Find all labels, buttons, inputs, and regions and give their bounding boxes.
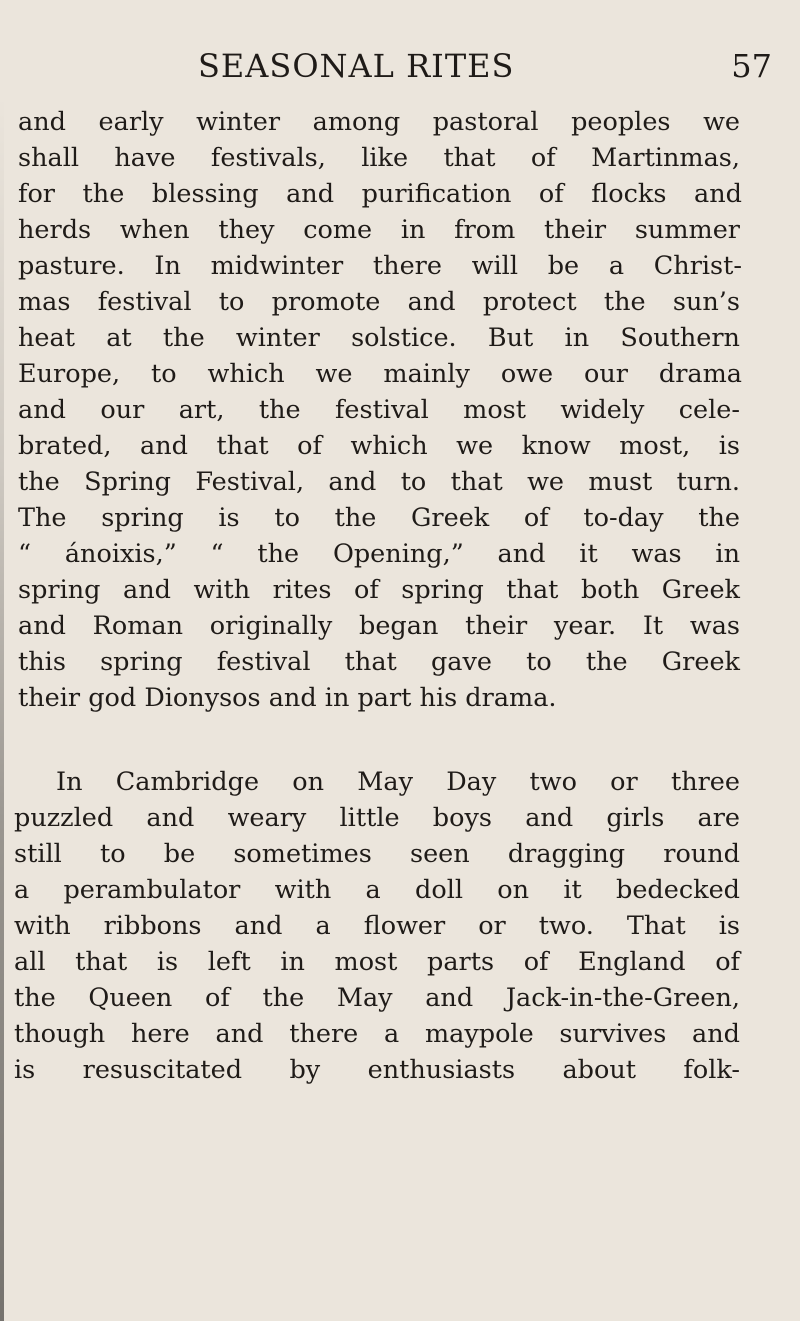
text-line: and our art, the festival most widely cele-: [18, 395, 740, 425]
text-line: pasture. In midwinter there will be a Christ-: [18, 251, 742, 281]
page-header: [0, 46, 800, 86]
text-line: though here and there a maypole survives and: [14, 1019, 740, 1049]
text-line: The spring is to the Greek of to-day the: [18, 503, 740, 533]
text-line: with ribbons and a flower or two. That is: [14, 911, 740, 941]
text-line: In Cambridge on May Day two or three: [56, 767, 740, 797]
text-line: and Roman originally began their year. It was: [18, 611, 740, 641]
page-gutter-shadow: [0, 95, 4, 1321]
text-line: the Queen of the May and Jack-in-the-Green,: [14, 983, 740, 1013]
text-line: spring and with rites of spring that both Greek: [18, 575, 740, 605]
text-line: heat at the winter solstice. But in Southern: [18, 323, 740, 353]
text-line: their god Dionysos and in part his drama.: [18, 683, 557, 713]
text-line: shall have festivals, like that of Martinmas,: [18, 143, 740, 173]
text-line: a perambulator with a doll on it bedecked: [14, 875, 740, 905]
text-line: is resuscitated by enthusiasts about folk-: [14, 1055, 740, 1085]
text-line: this spring festival that gave to the Greek: [18, 647, 740, 677]
text-line: mas festival to promote and protect the sun’s: [18, 287, 740, 317]
text-line: for the blessing and purification of flocks and: [18, 179, 742, 209]
text-line: and early winter among pastoral peoples we: [18, 107, 740, 137]
text-line: “ ánoixis,” “ the Opening,” and it was in: [18, 539, 740, 569]
text-line: brated, and that of which we know most, is: [18, 431, 740, 461]
running-title: SEASONAL RITES: [198, 47, 515, 85]
text-line: still to be sometimes seen dragging round: [14, 839, 740, 869]
text-line: all that is left in most parts of England of: [14, 947, 740, 977]
page-number: 57: [731, 47, 772, 85]
text-line: the Spring Festival, and to that we must turn.: [18, 467, 740, 497]
text-line: herds when they come in from their summer: [18, 215, 740, 245]
text-line: Europe, to which we mainly owe our drama: [18, 359, 742, 389]
text-line: puzzled and weary little boys and girls are: [14, 803, 740, 833]
